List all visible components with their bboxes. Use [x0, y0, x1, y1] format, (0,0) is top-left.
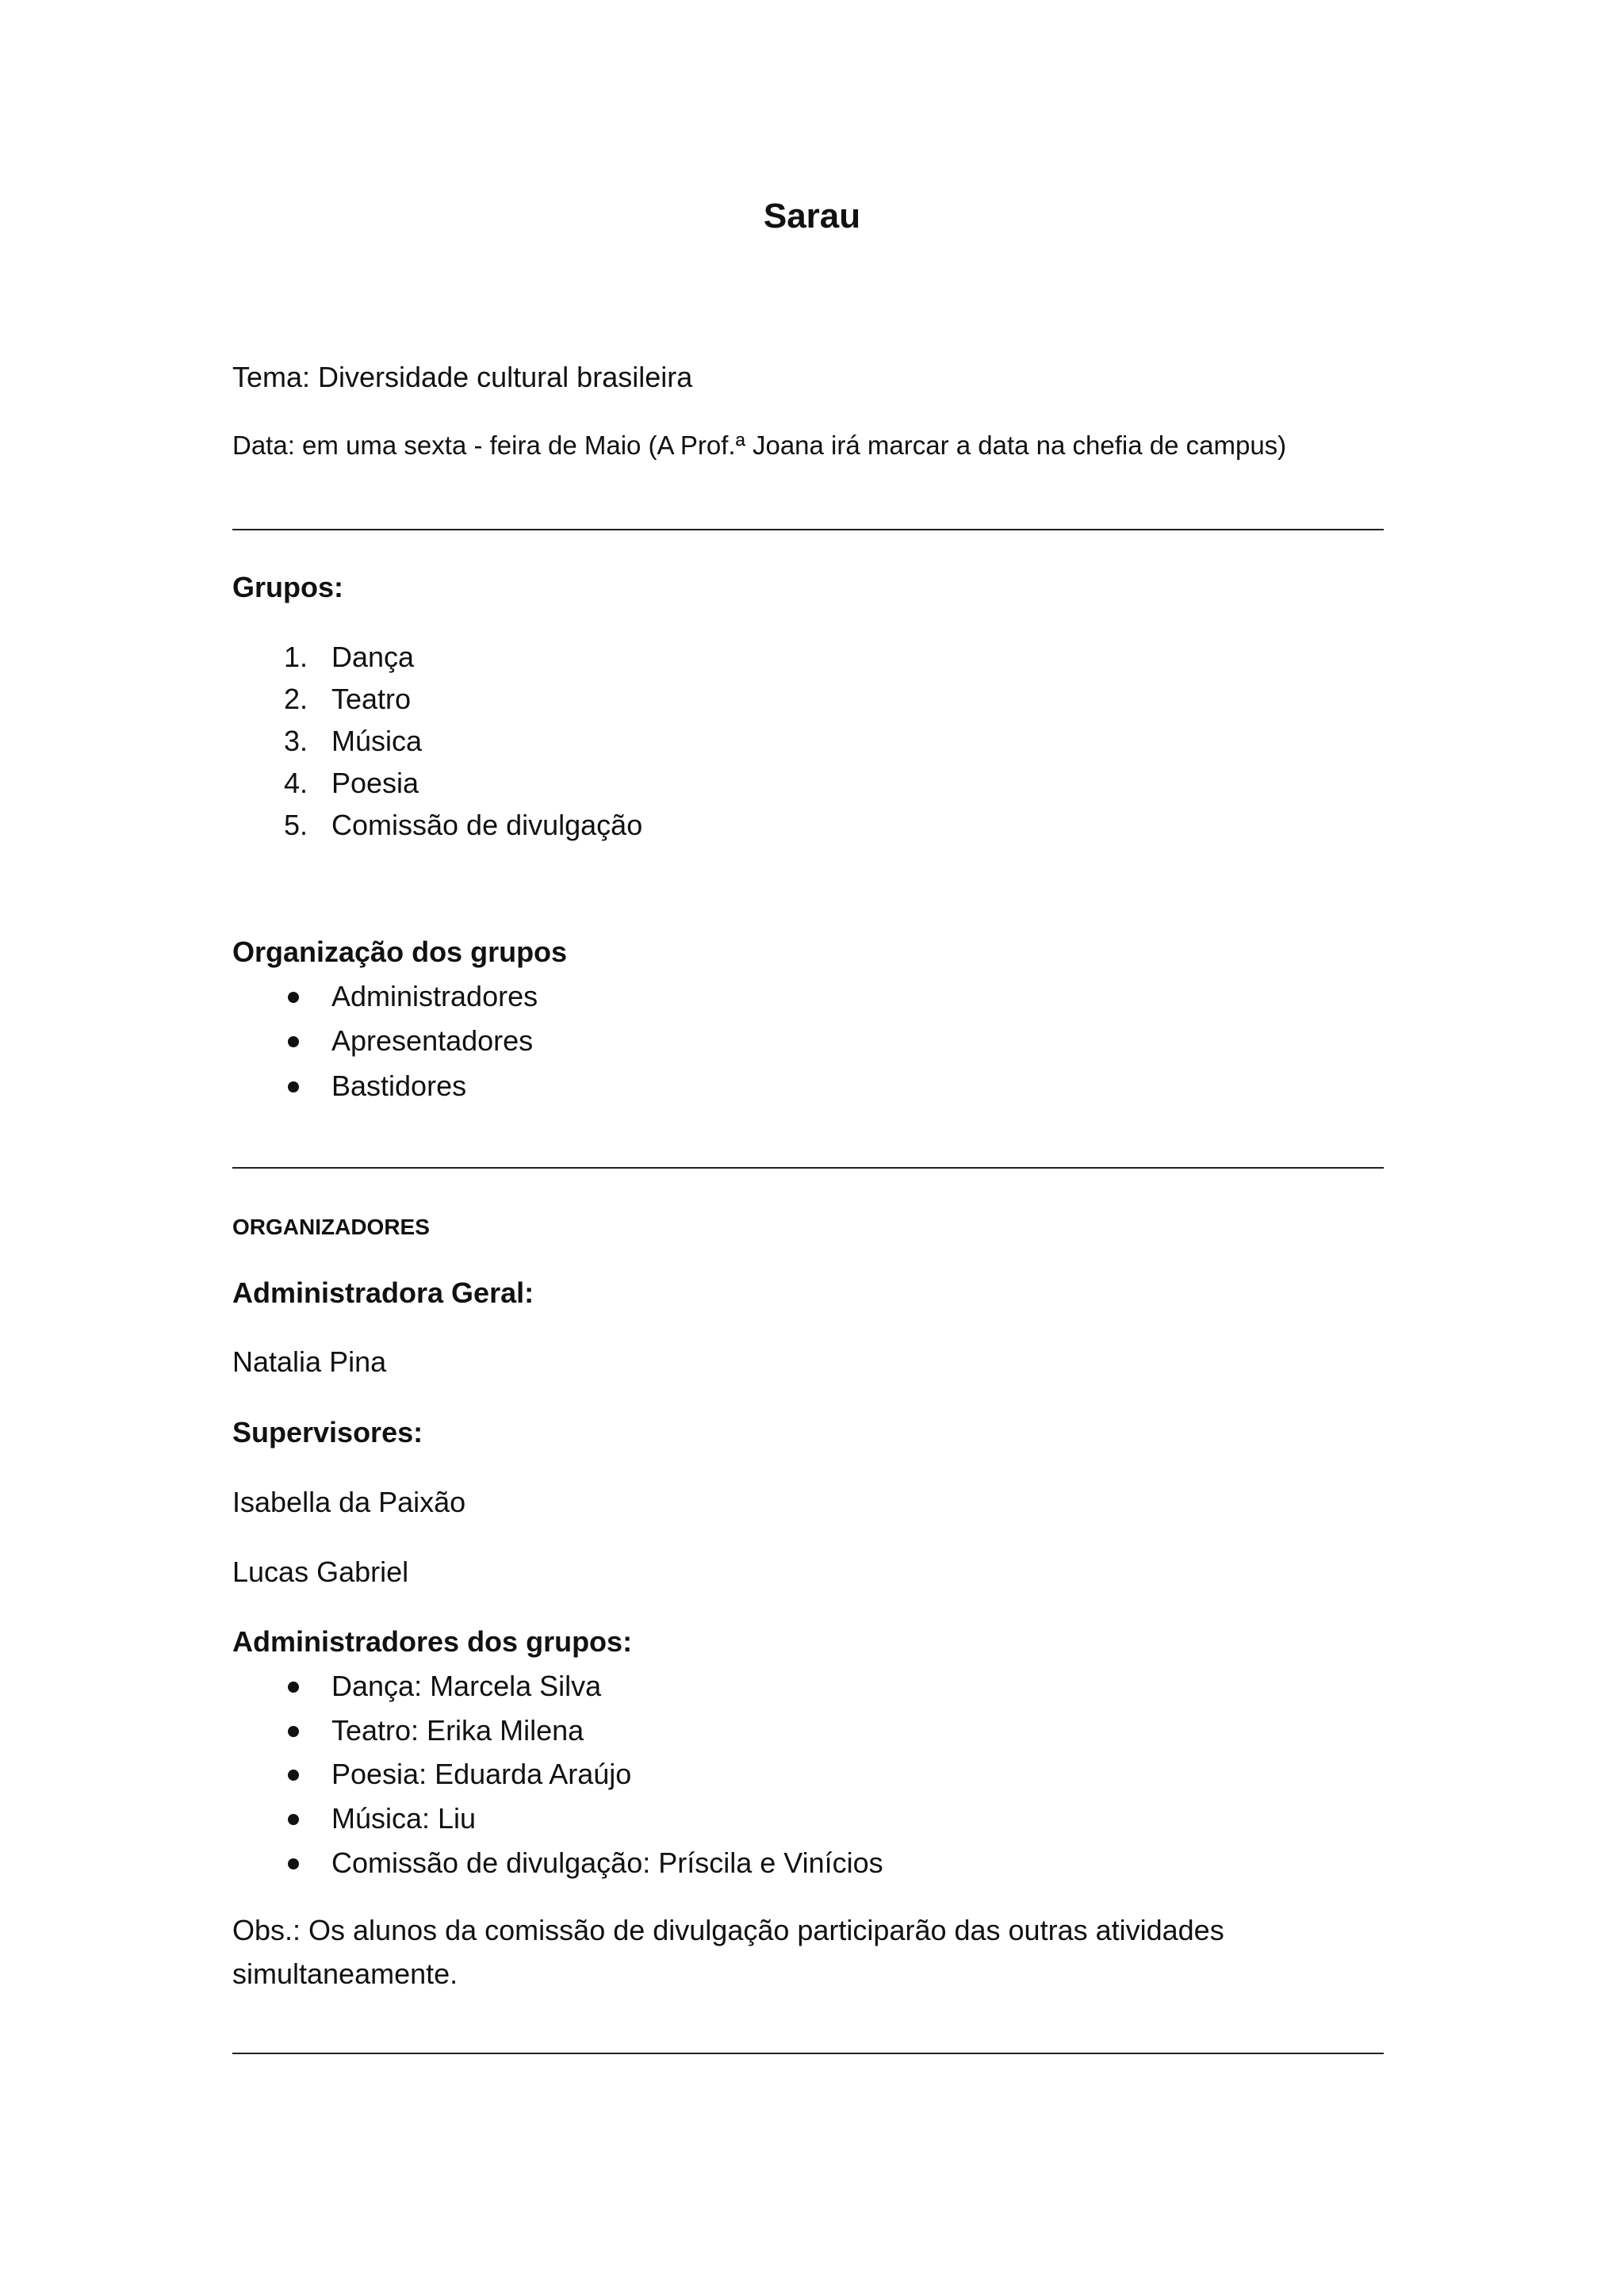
- bullet-icon: [288, 1726, 299, 1737]
- divider-2: [232, 1167, 1384, 1169]
- list-item-number: 2.: [283, 683, 308, 715]
- list-item-number: 5.: [283, 809, 308, 841]
- list-item: Poesia: [331, 767, 419, 799]
- list-item-number: 1.: [283, 641, 308, 673]
- divider-1: [232, 529, 1384, 530]
- bullet-icon: [288, 1814, 299, 1825]
- divider-3: [232, 2053, 1384, 2054]
- list-item: Teatro: [331, 683, 412, 715]
- list-item: Bastidores: [331, 1070, 467, 1102]
- admin-geral-name: Natalia Pina: [232, 1345, 387, 1378]
- list-item: Música: [331, 725, 423, 757]
- grupos-heading: Grupos:: [232, 571, 343, 603]
- document-title: Sarau: [763, 197, 861, 235]
- obs-line-2: simultaneamente.: [232, 1957, 458, 1990]
- list-item: Dança: Marcela Silva: [331, 1670, 602, 1702]
- obs-line-1: Obs.: Os alunos da comissão de divulgação participarão das outras atividades: [232, 1914, 1224, 1946]
- bullet-icon: [288, 1081, 299, 1093]
- bullet-icon: [288, 1770, 299, 1781]
- list-item: Comissão de divulgação: Príscila e Vinícios: [331, 1846, 883, 1879]
- organizadores-label: ORGANIZADORES: [232, 1215, 430, 1239]
- list-item: Música: Liu: [331, 1802, 477, 1835]
- bullet-icon: [288, 1036, 299, 1047]
- supervisor-name: Lucas Gabriel: [232, 1556, 409, 1588]
- list-item: Apresentadores: [331, 1024, 534, 1057]
- supervisores-heading: Supervisores:: [232, 1416, 423, 1448]
- list-item: Dança: [331, 641, 415, 673]
- list-item-number: 3.: [283, 725, 308, 757]
- admin-geral-heading: Administradora Geral:: [232, 1276, 534, 1309]
- bullet-icon: [288, 1858, 299, 1869]
- supervisor-name: Isabella da Paixão: [232, 1486, 466, 1518]
- data-line: Data: em uma sexta - feira de Maio (A Prof.ª Joana irá marcar a data na chefia de campus): [232, 430, 1287, 460]
- list-item: Teatro: Erika Milena: [331, 1714, 584, 1747]
- list-item: Administradores: [331, 980, 538, 1012]
- list-item: Poesia: Eduarda Araújo: [331, 1758, 632, 1790]
- bullet-icon: [288, 992, 299, 1003]
- admins-grupos-heading: Administradores dos grupos:: [232, 1625, 633, 1658]
- list-item: Comissão de divulgação: [331, 809, 643, 841]
- tema-line: Tema: Diversidade cultural brasileira: [232, 361, 693, 393]
- list-item-number: 4.: [283, 767, 308, 799]
- organizacao-heading: Organização dos grupos: [232, 936, 568, 968]
- bullet-icon: [288, 1682, 299, 1693]
